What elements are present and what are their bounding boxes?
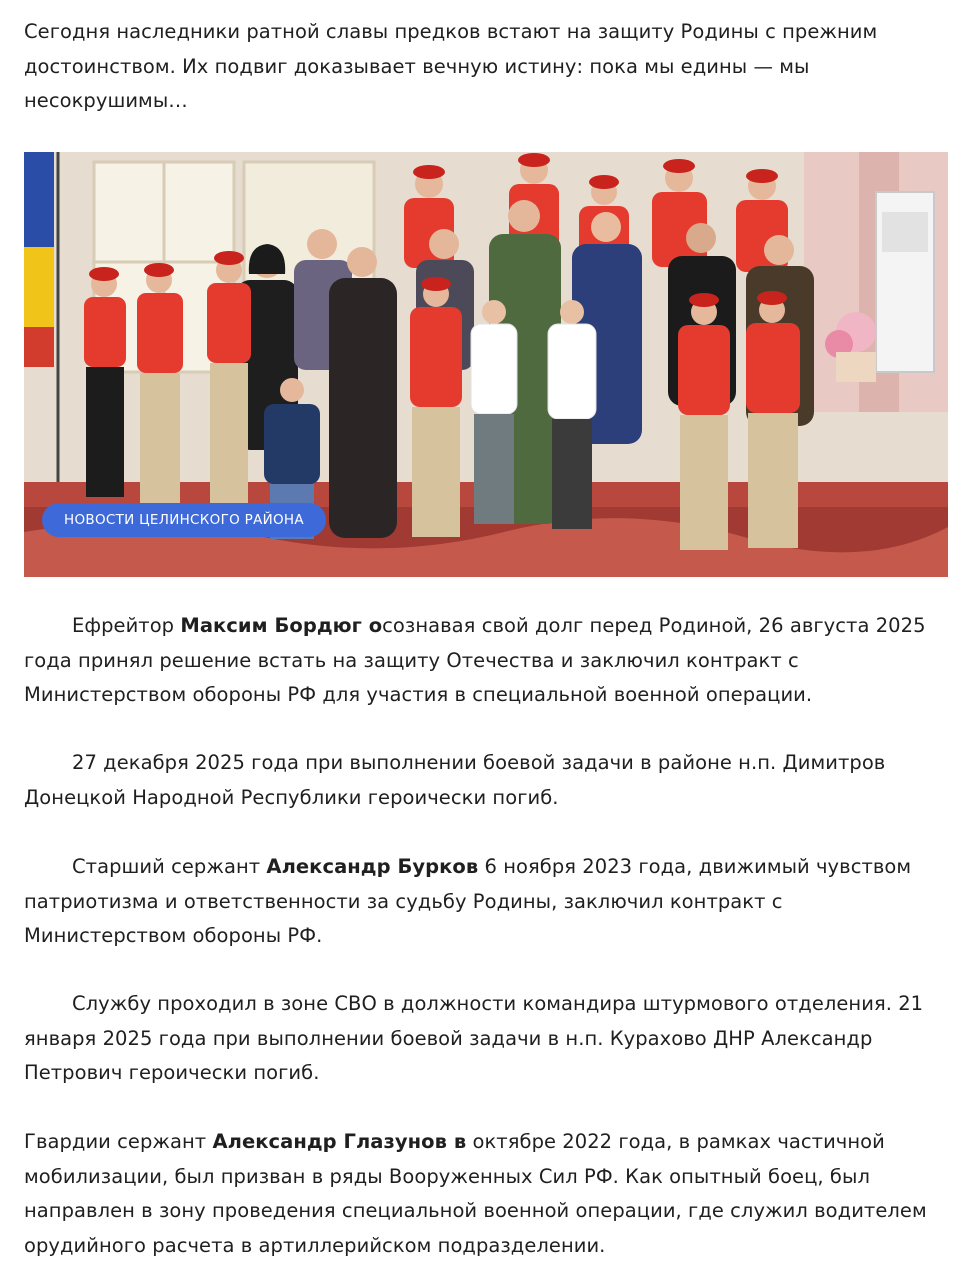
photo-source-badge[interactable]: НОВОСТИ ЦЕЛИНСКОГО РАЙОНА bbox=[42, 503, 326, 537]
name-glazunov: Александр Глазунов в bbox=[212, 1130, 467, 1153]
paragraph-bordyug-death: 27 декабря 2025 года при выполнении боевой задачи в районе н.п. Димитров Донецкой Народной Республики героически погиб. bbox=[24, 751, 886, 809]
paragraph-bordyug: Ефрейтор Максим Бордюг осознавая свой долг перед Родиной, 26 августа 2025 года принял решение встать на защиту Отечества и заключил контракт с Министерством обороны РФ для участия в специальной военной операции. bbox=[24, 614, 926, 706]
paragraph-glazunov: Гвардии сержант Александр Глазунов в октябре 2022 года, в рамках частичной мобилизации, был призван в ряды Вооруженных Сил РФ. Как опытный боец, был направлен в зону проведения специальной военной операции, где служил водителем орудийного расчета в артиллерийском подразделении. bbox=[24, 1130, 927, 1257]
name-bordyug: Максим Бордюг о bbox=[180, 614, 383, 637]
intro-paragraph: Сегодня наследники ратной славы предков встают на защиту Родины с прежним достоинством. Их подвиг доказывает вечную истину: пока мы едины — мы несокрушимы… bbox=[24, 20, 878, 112]
paragraph-burkov: Старший сержант Александр Бурков 6 ноября 2023 года, движимый чувством патриотизма и ответственности за судьбу Родины, заключил контракт с Министерством обороны РФ. bbox=[24, 855, 912, 947]
name-burkov: Александр Бурков bbox=[266, 855, 479, 878]
paragraph-burkov-service: Службу проходил в зоне СВО в должности командира штурмового отделения. 21 января 2025 года при выполнении боевой задачи в н.п. Курахово ДНР Александр Петрович героически погиб. bbox=[24, 992, 924, 1084]
group-photo bbox=[24, 152, 948, 577]
